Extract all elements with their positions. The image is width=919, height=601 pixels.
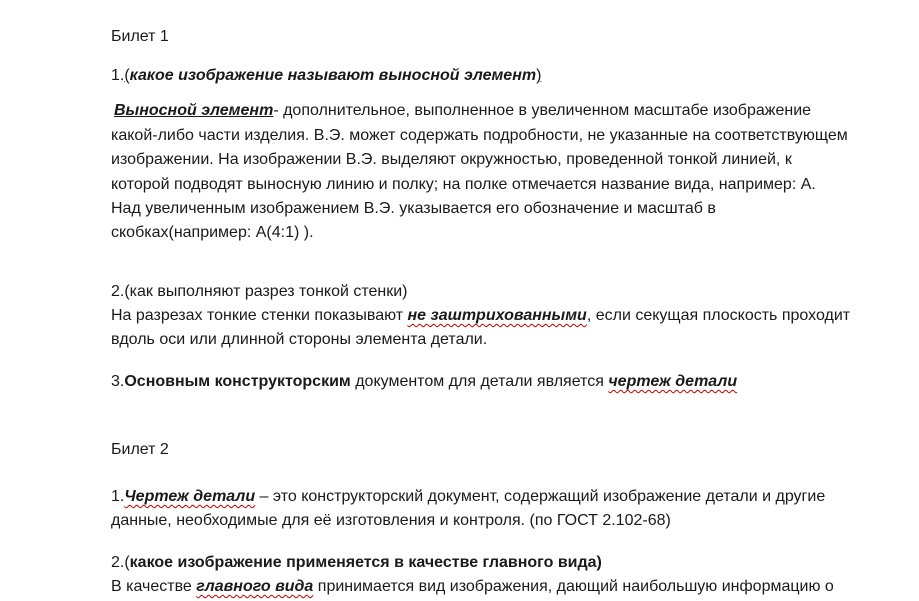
ticket-2-question-1-line-2: данные, необходимые для её изготовления и контроля. (по ГОСТ 2.102-68) (111, 512, 671, 529)
answer-1-line-3: изображении. На изображении В.Э. выделяют окружностью, проведенной тонкой линией, к (111, 151, 792, 168)
question-paren-close: ) (536, 67, 542, 84)
answer-text: - дополнительное, выполненное в увеличенном масштабе изображение (273, 102, 812, 119)
answer-2-line-1 (111, 306, 850, 326)
answer-text: На разрезах тонкие стенки показывают (111, 307, 408, 324)
answer-text: В качестве (111, 578, 197, 595)
question-number: 2.( (111, 554, 130, 571)
answer-1-line-5: Над увеличенным изображением В.Э. указывается его обозначение и масштаб в (111, 200, 716, 217)
answer-2-line-2: вдоль оси или длинной стороны элемента детали. (111, 331, 488, 348)
answer-text: принимается вид изображения, дающий наибольшую информацию о (313, 578, 834, 595)
ticket-2-question-1-line-1 (111, 487, 825, 507)
bold-text: Основным конструкторским (124, 373, 351, 390)
ticket-2-question-2 (111, 553, 602, 573)
answer-text: документом для детали является (350, 373, 609, 390)
ticket-1-title: Билет 1 (111, 28, 169, 45)
answer-1-line-1 (114, 101, 811, 121)
question-number: 3. (111, 373, 125, 390)
ticket-2-answer-2-line-1 (111, 577, 834, 597)
answer-text: – это конструкторский документ, содержащий изображение детали и другие (255, 488, 826, 505)
emphasis-glavnogo-vida: главного вида (196, 578, 314, 595)
answer-1-line-6: скобках(например: А(4:1) ). (111, 224, 314, 241)
ticket-1-question-3 (111, 372, 737, 392)
answer-1-line-2: какой-либо части изделия. В.Э. может содержать подробности, не указанные на соответствующем (111, 127, 848, 144)
term-vynosnoy-element: Выносной элемент (114, 102, 274, 119)
answer-1-line-4: которой подводят выносную линию и полку; на полке отмечается название вида, например: А. (111, 176, 816, 193)
ticket-2-title: Билет 2 (111, 441, 169, 458)
question-number: 1. (111, 488, 125, 505)
ticket-1-question-2: 2.(как выполняют разрез тонкой стенки) (111, 283, 408, 300)
question-paren-open: ( (124, 67, 130, 84)
question-text: какое изображение называют выносной элемент (129, 67, 537, 84)
answer-text: , если секущая плоскость проходит (586, 307, 851, 324)
ticket-1-question-1 (111, 66, 541, 86)
emphasis-chertezh-detali: Чертеж детали (124, 488, 256, 505)
question-text: какое изображение применяется в качестве главного вида) (129, 554, 602, 571)
emphasis-ne-zashtrikhovannymi: не заштрихованными (407, 307, 587, 324)
question-number: 1. (111, 67, 125, 84)
emphasis-chertezh-detali: чертеж детали (608, 373, 738, 390)
